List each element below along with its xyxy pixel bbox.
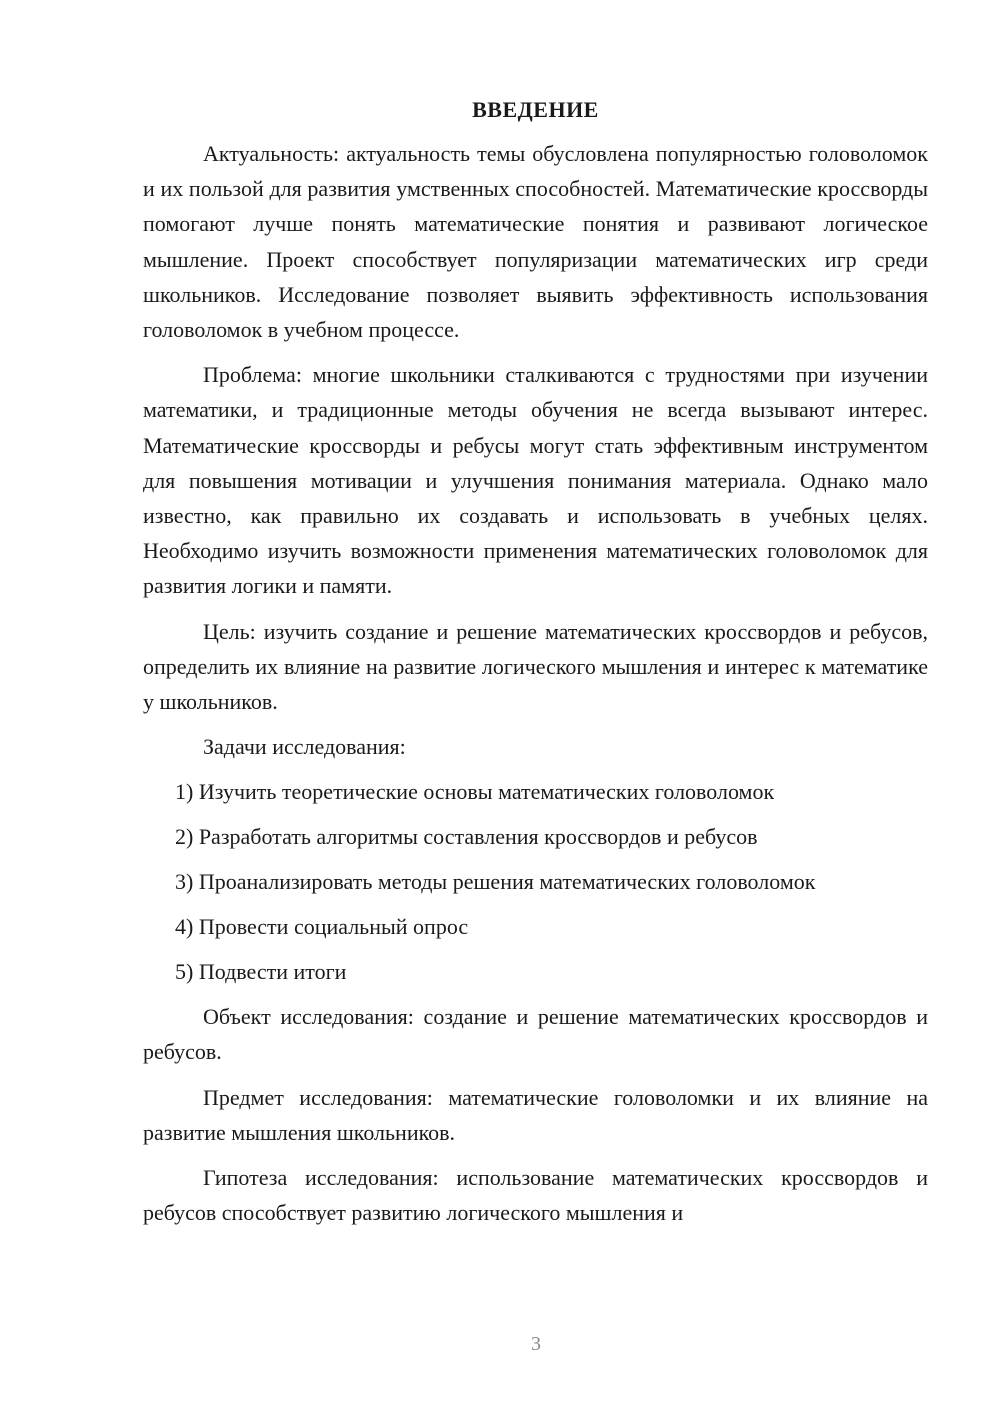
paragraph-subject: Предмет исследования: математические головоломки и их влияние на развитие мышления школьников. [143, 1084, 928, 1145]
paragraph-hypothesis: Гипотеза исследования: использование математических кроссвордов и ребусов способствует развитию логического мышления и [143, 1165, 928, 1226]
task-item: 4) Провести социальный опрос [175, 914, 469, 940]
paragraph-goal: Цель: изучить создание и решение математических кроссвордов и ребусов, определить их влияние на развитие логического мышления и интерес к математике у школьников. [143, 618, 928, 715]
task-item: 5) Подвести итоги [175, 959, 347, 985]
paragraph-problem: Проблема: многие школьники сталкиваются с трудностями при изучении математики, и традиционные методы обучения не всегда вызывают интерес. Математические кроссворды и ребусы могут стать эффективным инструментом для повышения мотивации и улучшения понимания материала. Однако мало известно, как правильно их создавать и использовать в учебных целях. Необходимо изучить возможности применения математических головоломок для развития логики и памяти. [143, 362, 928, 599]
task-item: 3) Проанализировать методы решения математических головоломок [175, 869, 816, 895]
task-item: 2) Разработать алгоритмы составления кроссвордов и ребусов [175, 824, 758, 850]
tasks-heading: Задачи исследования: [203, 734, 406, 760]
page-number: 3 [531, 1333, 541, 1355]
task-item: 1) Изучить теоретические основы математических головоломок [175, 779, 775, 805]
section-title: ВВЕДЕНИЕ [472, 97, 599, 122]
document-page [143, 92, 928, 1230]
paragraph-relevance: Актуальность: актуальность темы обусловлена популярностью головоломок и их пользой для развития умственных способностей. Математические кроссворды помогают лучше понять математические понятия и развивают логическое мышление. Проект способствует популяризации математических игр среди школьников. Исследование позволяет выявить эффективность использования головоломок в учебном процессе. [143, 141, 928, 343]
paragraph-object: Объект исследования: создание и решение математических кроссвордов и ребусов. [143, 1004, 928, 1065]
